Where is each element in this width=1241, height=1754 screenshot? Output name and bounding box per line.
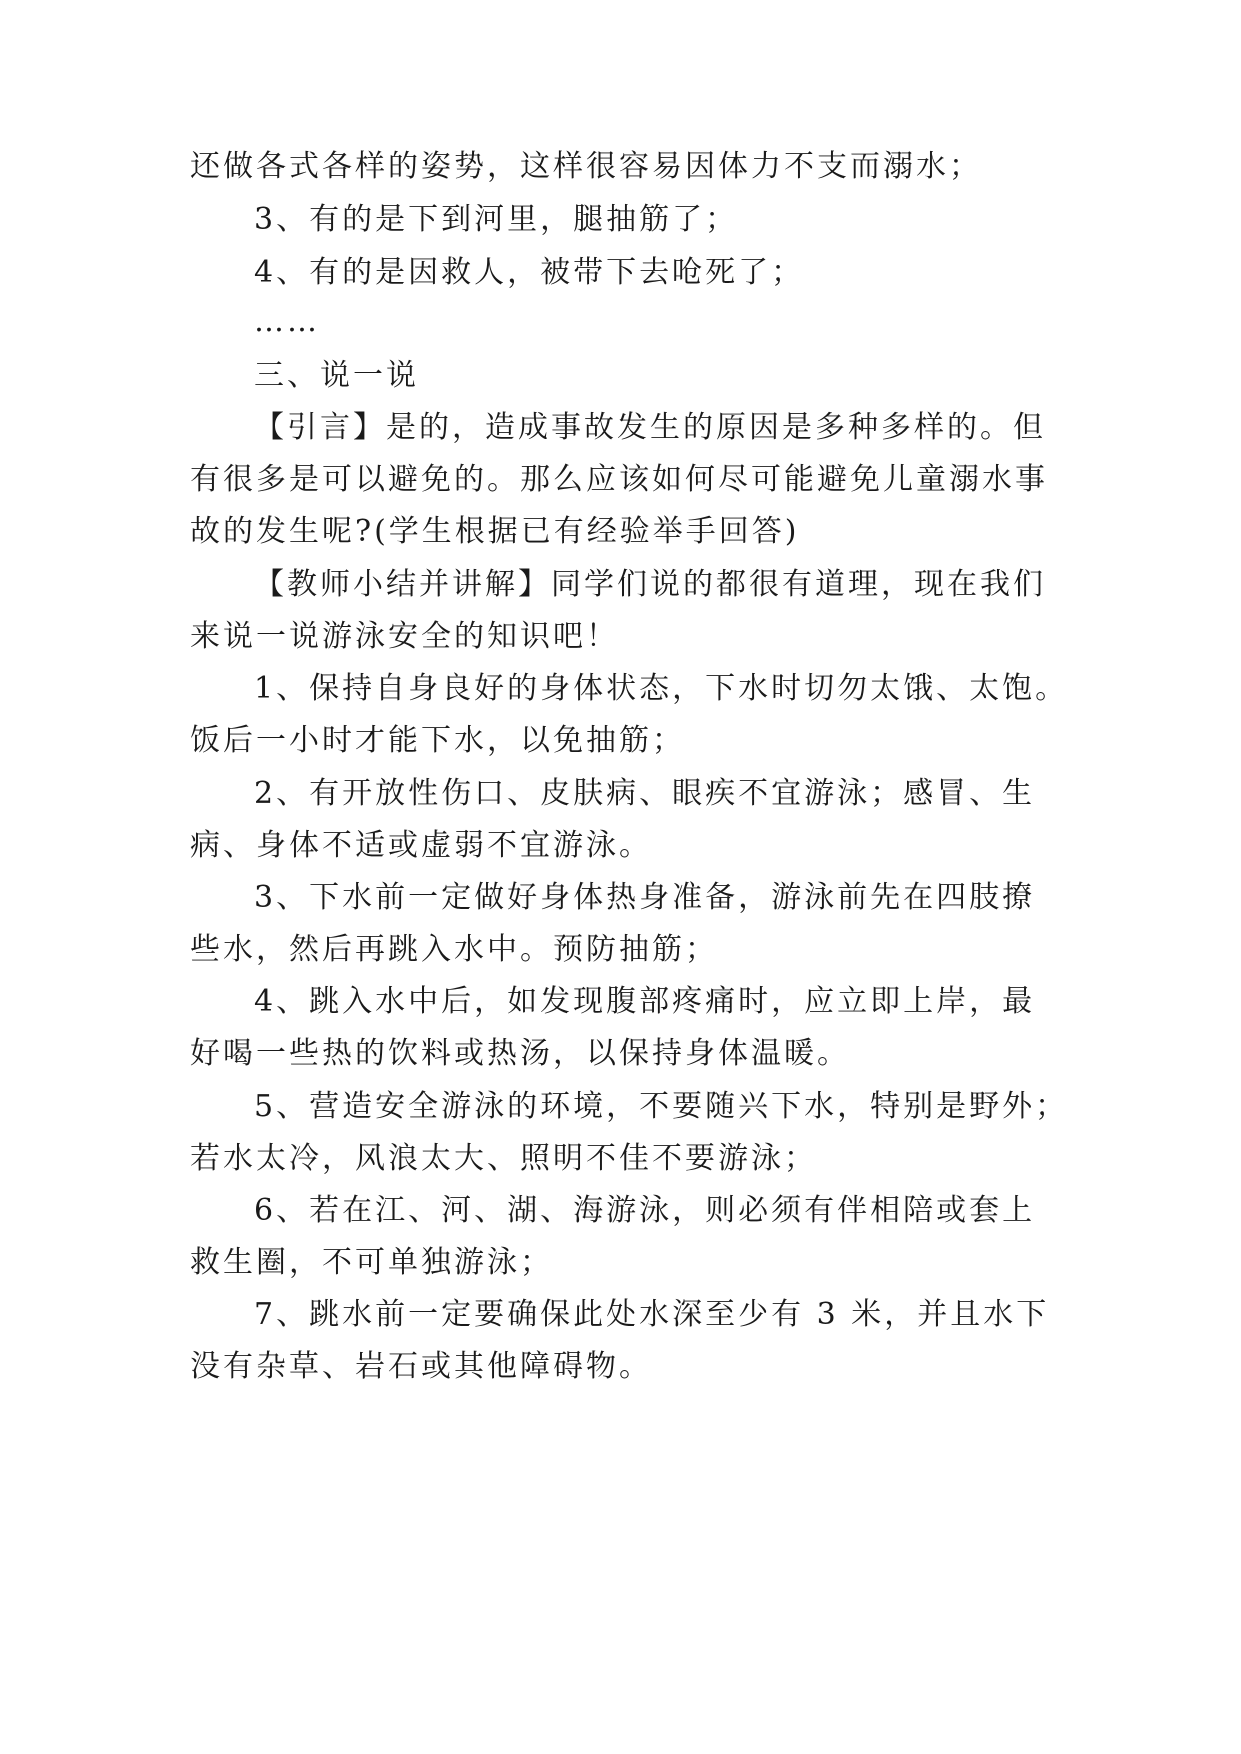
- text-line: 饭后一小时才能下水，以免抽筋；: [190, 723, 685, 758]
- text-line: 没有杂草、岩石或其他障碍物。: [190, 1349, 652, 1384]
- text-line: 4、有的是因救人，被带下去呛死了；: [254, 255, 805, 290]
- text-line: 救生圈，不可单独游泳；: [190, 1245, 553, 1280]
- text-line: ……: [254, 304, 320, 339]
- text-line: 病、身体不适或虚弱不宜游泳。: [190, 828, 652, 863]
- text-line: 故的发生呢?(学生根据已有经验举手回答): [190, 514, 800, 549]
- text-line: 3、有的是下到河里，腿抽筋了；: [254, 202, 739, 237]
- text-line: 些水，然后再跳入水中。预防抽筋；: [190, 932, 718, 967]
- text-line: 6、若在江、河、湖、海游泳，则必须有伴相陪或套上: [254, 1193, 1036, 1228]
- text-line: 还做各式各样的姿势，这样很容易因体力不支而溺水；: [190, 149, 982, 184]
- text-line: 3、下水前一定做好身体热身准备，游泳前先在四肢撩: [254, 880, 1036, 915]
- text-line: 有很多是可以避免的。那么应该如何尽可能避免儿童溺水事: [190, 462, 1048, 497]
- text-line: 好喝一些热的饮料或热汤，以保持身体温暖。: [190, 1036, 850, 1071]
- text-line: 2、有开放性伤口、皮肤病、眼疾不宜游泳；感冒、生: [254, 776, 1036, 811]
- text-line: 若水太冷，风浪太大、照明不佳不要游泳；: [190, 1141, 817, 1176]
- section-heading: 三、说一说: [254, 358, 419, 393]
- text-line: 【引言】是的，造成事故发生的原因是多种多样的。但: [254, 410, 1046, 445]
- text-line: 【教师小结并讲解】同学们说的都很有道理，现在我们: [254, 567, 1046, 602]
- text-line: 1、保持自身良好的身体状态，下水时切勿太饿、太饱。: [254, 671, 1069, 706]
- text-line: 4、跳入水中后，如发现腹部疼痛时，应立即上岸，最: [254, 984, 1036, 1019]
- text-line: 来说一说游泳安全的知识吧！: [190, 619, 619, 654]
- text-line: 5、营造安全游泳的环境，不要随兴下水，特别是野外；: [254, 1089, 1069, 1124]
- text-line: 7、跳水前一定要确保此处水深至少有 3 米，并且水下: [254, 1297, 1050, 1332]
